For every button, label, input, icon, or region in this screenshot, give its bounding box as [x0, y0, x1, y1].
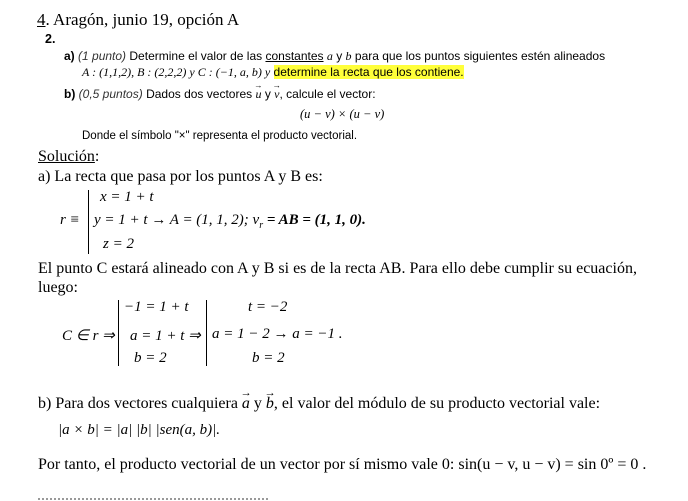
part-b-label: b)	[64, 87, 76, 101]
vector-v: → v	[274, 87, 279, 102]
solution-a-intro: a) La recta que pasa por los puntos A y B es:	[38, 168, 323, 185]
heading-text: . Aragón, junio 19, opción A	[45, 10, 240, 29]
system2-c1-eq2: a = 1 + t ⇒	[130, 328, 201, 344]
system2-brace-2	[206, 300, 207, 366]
solution-colon: :	[94, 148, 100, 165]
cross-product-formula: |a × b| = |a| |b| |sen(a, b)|.	[58, 422, 220, 438]
system2-c2-eq1: t = −2	[248, 299, 288, 315]
conclusion: Por tanto, el producto vectorial de un vector por sí mismo vale 0: sin(u − v, u − v) = sin 0º = 0 .	[38, 456, 647, 473]
var-b: b	[345, 49, 352, 63]
system1-lhs: r ≡	[60, 212, 80, 228]
problem-number: 2.	[45, 32, 56, 46]
system1-eq1: x = 1 + t	[100, 189, 154, 205]
part-a-text-end: para que los puntos siguientes estén alineados	[354, 49, 606, 63]
word-y-b: y	[264, 87, 271, 101]
paragraph-1-line-2: luego:	[38, 279, 78, 296]
system2-c2-eq2: a = 1 − 2 → a = −1 .	[212, 326, 343, 342]
system2-c2-eq3: b = 2	[252, 350, 285, 366]
part-a-line-1	[64, 49, 605, 64]
system1-eq2-end: = AB = (1, 1, 0).	[263, 212, 366, 228]
part-b-points: (0,5 puntos)	[78, 87, 143, 101]
vector-b: → b	[266, 395, 274, 413]
part-b-line-1	[64, 87, 376, 102]
vector-a: → a	[242, 395, 250, 413]
part-b-text-end: , calcule el vector:	[279, 87, 376, 101]
vector-u: → u	[255, 87, 261, 102]
system2-c1-eq3: b = 2	[134, 350, 167, 366]
system1-eq2	[94, 212, 366, 231]
var-a: a	[326, 49, 333, 63]
solution-title-text: Solución	[38, 148, 95, 165]
cutoff-line	[38, 493, 268, 501]
points-list: A : (1,1,2), B : (2,2,2) y C : (−1, a, b) y	[82, 65, 271, 79]
part-a-points: (1 punto)	[78, 49, 127, 63]
solution-b-intro-end: , el valor del módulo de su producto vectorial vale:	[273, 395, 601, 412]
solution-b-intro	[38, 395, 600, 413]
part-a-underlined: constantes	[265, 49, 324, 63]
part-b-text: Dados dos vectores	[146, 87, 253, 101]
heading-number: 4	[37, 10, 46, 29]
paragraph-1-line-1: El punto C estará alineado con A y B si es de la recta AB. Para ello debe cumplir su ecuación,	[38, 260, 637, 277]
section-heading	[37, 10, 239, 30]
system2-brace-1	[118, 300, 119, 366]
solution-title	[38, 148, 99, 166]
system2-lhs: C ∈ r ⇒	[62, 328, 115, 344]
part-b-note: Donde el símbolo "×" representa el producto vectorial.	[82, 130, 358, 142]
system1-brace	[88, 190, 89, 254]
part-a-label: a)	[64, 49, 75, 63]
system1-sub: r	[259, 220, 264, 231]
word-y-sol: y	[253, 395, 262, 412]
solution-b-intro-text: b) Para dos vectores cualquiera	[38, 395, 238, 412]
highlighted-text: determine la recta que los contiene.	[273, 65, 464, 79]
part-b-formula: (u − v) × (u − v)	[300, 107, 385, 121]
system2-c1-eq1: −1 = 1 + t	[124, 299, 189, 315]
part-a-line-2	[82, 65, 464, 80]
system1-eq3: z = 2	[103, 236, 134, 252]
word-y: y	[336, 49, 343, 63]
system1-eq2-text: y = 1 + t → A = (1, 1, 2); v	[94, 212, 260, 228]
part-a-text: Determine el valor de las	[129, 49, 263, 63]
